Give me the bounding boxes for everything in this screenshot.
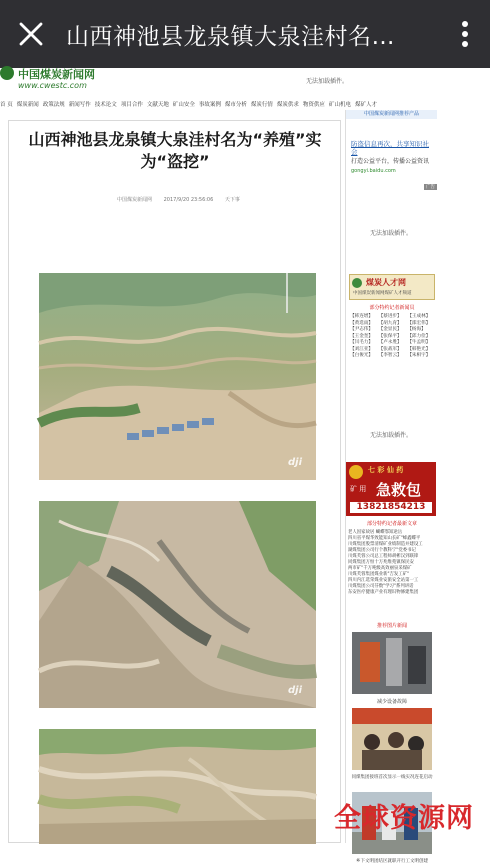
reporter-link[interactable]: 【朱相宇】: [407, 353, 431, 358]
nav-item[interactable]: 煤炭行情: [250, 102, 273, 108]
reporter-link[interactable]: 【蔡进步】: [378, 314, 402, 319]
nav-item[interactable]: 矿山机电: [328, 102, 351, 108]
rescue-ad-main: 急救包: [376, 481, 422, 499]
article-photo-3[interactable]: [39, 729, 316, 844]
pic-news-2-caption[interactable]: 同煤集团接班首次显示一线实况连花启动: [351, 775, 433, 780]
article-author: 天下事: [224, 197, 240, 203]
plugin-placeholder: 无法加载插件。: [370, 230, 413, 237]
product-link[interactable]: 防盗信息再次，共享知识社会: [351, 140, 429, 156]
close-icon: [18, 21, 44, 47]
close-button[interactable]: [0, 0, 62, 68]
nav-item[interactable]: 煤市分析: [224, 102, 247, 108]
talent-banner-subtitle: 中国煤炭新闻网煤矿人才频道: [353, 291, 412, 296]
reporter-link[interactable]: 【黄选雨】: [350, 320, 373, 326]
reporter-link[interactable]: 【胡九育】: [378, 320, 402, 326]
nav-item[interactable]: 矿山安全: [172, 102, 195, 108]
reporter-link[interactable]: 【杨海】: [407, 327, 426, 332]
pic-news-1[interactable]: [352, 632, 432, 694]
rescue-ad-title: 七 彩 仙 药: [368, 466, 404, 474]
reporter-link[interactable]: 【王金奎】: [350, 333, 373, 339]
news-item[interactable]: 四川内江选荣煤业安旅安全站第一工: [348, 578, 419, 583]
reporter-link[interactable]: 【卢永胜】: [378, 340, 402, 345]
page-title: 山西神池县龙泉镇大泉洼村名…: [66, 23, 395, 50]
nav-item[interactable]: 项目合作: [120, 102, 143, 108]
talent-banner[interactable]: [349, 274, 435, 300]
sidebar: [345, 110, 437, 864]
news-list: [348, 530, 436, 596]
reporters-header: 部分特约记者新闻员: [369, 305, 415, 311]
pic-news-2[interactable]: [352, 708, 432, 770]
reporter-link[interactable]: 【张保平】: [378, 333, 402, 339]
pic-news-header: 推荐图片新闻: [376, 623, 407, 629]
logo-url: www.cwestc.com: [18, 81, 87, 90]
nav-item[interactable]: 政策法规: [42, 102, 65, 108]
article-datetime: 2017/9/20 23:56:06: [163, 197, 214, 203]
nav-item[interactable]: 新闻写作: [68, 102, 91, 108]
ad-tag: 广告: [426, 185, 435, 190]
article-column: [8, 120, 341, 843]
reporter-link[interactable]: 【张战军】: [378, 346, 402, 352]
site-header: [0, 68, 490, 96]
reporter-link[interactable]: 【牛孟明】: [407, 340, 431, 345]
photo-watermark: dji: [287, 457, 302, 468]
reporter-link[interactable]: 【邵宏伟】: [407, 320, 431, 326]
talent-banner-title: 煤炭人才网: [366, 277, 406, 287]
logo-name: 中国煤炭新闻网: [18, 68, 95, 81]
plugin-placeholder: 无法加载插件。: [306, 78, 349, 85]
site-logo[interactable]: [0, 66, 120, 96]
talent-banner-logo: [352, 278, 362, 288]
news-item[interactable]: 川煤芙蓉集团煤业新"吉发工矿": [348, 572, 410, 577]
rescue-ad-logo: [349, 465, 363, 479]
site-watermark: 全球资源网: [334, 803, 474, 834]
reporter-link[interactable]: 【韩艳光】: [407, 346, 431, 352]
photo-watermark: dji: [287, 685, 302, 696]
news-item[interactable]: 川煤集团股票清煤矿业绩制造并建设工: [348, 542, 423, 547]
reporter-link[interactable]: 【李智云】: [378, 353, 402, 358]
pic-news-3-caption[interactable]: 乡下文明团结区就职开行工文明创建: [356, 859, 428, 864]
logo-icon: [0, 66, 14, 80]
news-item[interactable]: 川煤芙蓉公司总工程师胡彬汉到联锋: [348, 554, 419, 559]
nav-item[interactable]: 事故案例: [198, 102, 221, 108]
nav-item[interactable]: 技术论文: [94, 102, 117, 108]
pic-news-1-caption[interactable]: 减少设备故障: [376, 699, 407, 705]
web-page-content: [0, 68, 490, 864]
nav-item[interactable]: 文献天地: [146, 102, 169, 108]
news-item[interactable]: 老人因家故居 蝴蝶鄂知途岳: [348, 530, 403, 535]
nav-item[interactable]: 物资供应: [302, 102, 325, 108]
product-url[interactable]: gongyi.baidu.com: [351, 168, 396, 174]
plugin-placeholder: 无法加载插件。: [370, 432, 413, 439]
article-photo-2[interactable]: [39, 501, 316, 708]
news-item[interactable]: 川煤集团公司芬数"学习"系列讲话: [348, 584, 414, 589]
reporter-link[interactable]: 【邱力俭】: [407, 333, 431, 339]
reporter-link[interactable]: 【刘江亚】: [350, 346, 373, 352]
news-item[interactable]: 两市矿"千万吨级高效丽泉采煤矿: [348, 566, 412, 571]
news-item[interactable]: 湖煤集团公司行个教科宁"党委书记: [348, 548, 416, 553]
article-source: 中国煤炭新闻网: [117, 197, 153, 203]
reporters-grid: [350, 314, 436, 360]
rescue-ad-prefix: 矿 用: [350, 485, 367, 493]
nav-item[interactable]: 煤炭新闻: [16, 102, 39, 108]
article-photo-1[interactable]: [39, 273, 316, 480]
article-meta: [117, 196, 250, 203]
product-desc: 打造公益平台，传播公益资讯: [351, 158, 430, 165]
article-title: 山西神池县龙泉镇大泉洼村名为“养殖”实为“盗挖”: [28, 130, 322, 171]
more-options-button[interactable]: [440, 0, 490, 68]
nav-item[interactable]: 煤炭供求: [276, 102, 299, 108]
reporter-link[interactable]: 【金显民】: [378, 327, 402, 332]
news-item[interactable]: 同煤集团万恒十万兆维苑镇保民安: [348, 560, 414, 565]
nav-item[interactable]: 首 页: [0, 102, 13, 108]
app-header-bar: [0, 0, 490, 68]
news-item[interactable]: 东安医疗健康产业有理识物修建集团: [348, 590, 419, 595]
rescue-kit-ad[interactable]: [346, 462, 436, 516]
reporter-link[interactable]: 【白俊光】: [350, 353, 373, 358]
rescue-ad-phone: 13821854213: [350, 502, 432, 513]
news-header: 部分特约记者最新文章: [366, 521, 417, 527]
reporter-link[interactable]: 【韩连增】: [350, 314, 373, 319]
reporter-link[interactable]: 【闫毛力】: [350, 340, 373, 345]
news-item[interactable]: 四川省平煤华致能知山长矿"蜂鑫蝶平: [348, 536, 421, 541]
recommend-header: 中国煤炭新闻网推荐产品: [346, 110, 437, 119]
reporter-link[interactable]: 【王成林】: [407, 314, 431, 319]
reporter-link[interactable]: 【尹志伟】: [350, 327, 373, 332]
nav-item[interactable]: 煤矿人才: [354, 102, 377, 108]
more-vertical-icon: [460, 20, 470, 48]
